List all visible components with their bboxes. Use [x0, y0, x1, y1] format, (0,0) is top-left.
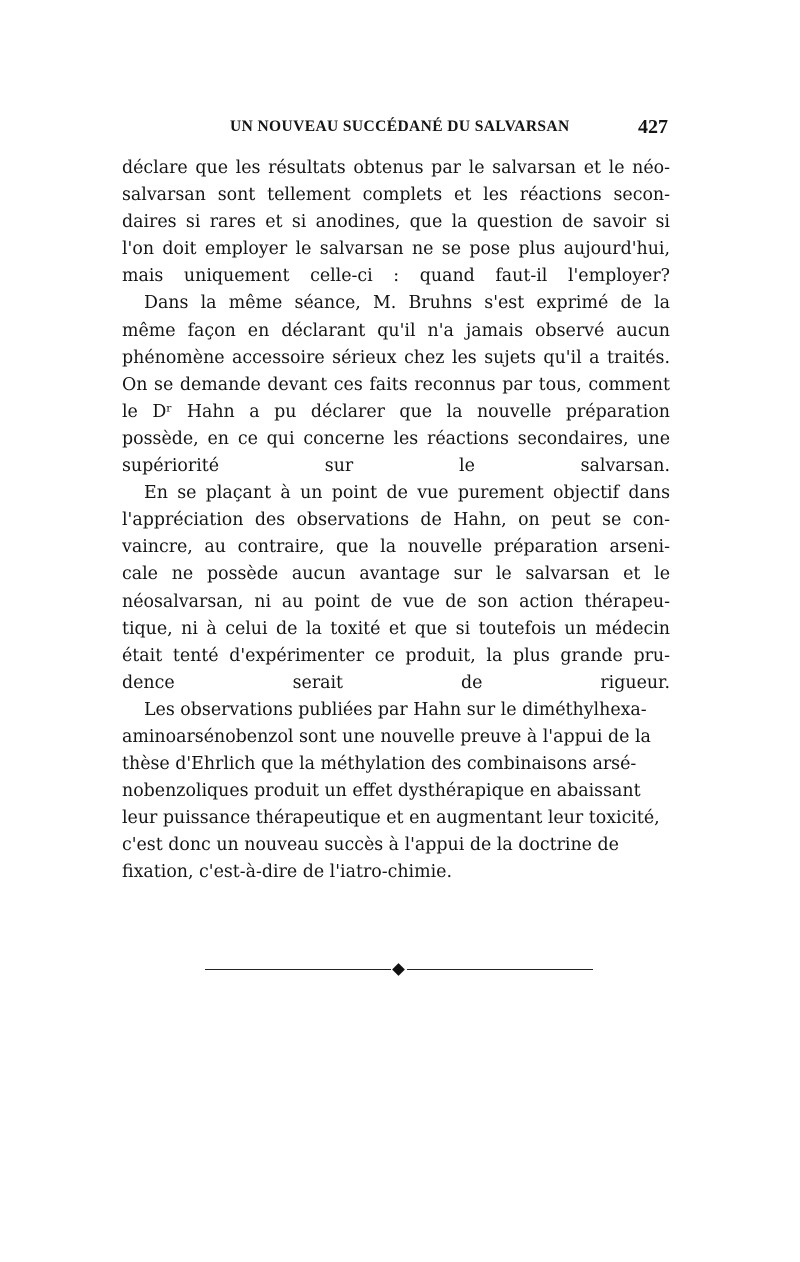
- text-line: c'est donc un nouveau succès à l'appui de la doctrine de: [122, 835, 619, 856]
- page-number: 427: [638, 116, 668, 138]
- text-line: tique, ni à celui de la toxité et que si toutefois un médecin: [122, 618, 670, 639]
- text-line: leur puissance thérapeutique et en augmentant leur toxicité,: [122, 808, 660, 829]
- text-line: vaincre, au contraire, que la nouvelle préparation arseni-: [122, 537, 670, 558]
- text-line: déclare que les résultats obtenus par le salvarsan et le néo-: [122, 158, 670, 178]
- body-text: [122, 155, 670, 887]
- running-head: [122, 116, 670, 142]
- running-title: UN NOUVEAU SUCCÉDANÉ DU SALVARSAN: [230, 118, 570, 135]
- text-line: phénomène accessoire sérieux chez les sujets qu'il a traités.: [122, 347, 670, 368]
- diamond-icon: [392, 963, 405, 976]
- text-line: cale ne possède aucun avantage sur le salvarsan et le: [122, 564, 670, 585]
- text-line: néosalvarsan, ni au point de vue de son action thérapeu-: [122, 591, 670, 612]
- text-line: l'appréciation des observations de Hahn, on peut se con-: [122, 510, 670, 531]
- text-line: possède, en ce qui concerne les réactions secondaires, une: [122, 428, 670, 449]
- paragraph: [122, 155, 670, 290]
- text-line: était tenté d'expérimenter ce produit, la plus grande pru-: [122, 645, 670, 666]
- text-line: le Dʳ Hahn a pu déclarer que la nouvelle préparation: [122, 401, 670, 422]
- text-line: l'on doit employer le salvarsan ne se pose plus aujourd'hui,: [122, 239, 670, 260]
- diamond-rule-icon: [205, 962, 593, 978]
- text-line: On se demande devant ces faits reconnus par tous, comment: [122, 374, 670, 395]
- text-line: même façon en déclarant qu'il n'a jamais observé aucun: [122, 320, 670, 341]
- text-line: nobenzoliques produit un effet dysthérapique en abaissant: [122, 781, 641, 802]
- ornament-rule-left: [205, 969, 391, 970]
- text-line: daires si rares et si anodines, que la question de savoir si: [122, 212, 670, 233]
- text-line: Dans la même séance, M. Bruhns s'est exprimé de la: [144, 293, 670, 314]
- text-line: dence serait de rigueur.: [122, 672, 670, 693]
- text-line: mais uniquement celle-ci : quand faut-il l'employer?: [122, 266, 670, 287]
- text-line: salvarsan sont tellement complets et les réactions secon-: [122, 185, 670, 206]
- text-line: aminoarsénobenzol sont une nouvelle preuve à l'appui de la: [122, 726, 651, 747]
- text-line: Les observations publiées par Hahn sur le diméthylhexa-: [144, 699, 647, 720]
- text-line: fixation, c'est-à-dire de l'iatro-chimie.: [122, 862, 452, 883]
- paragraph: [122, 290, 670, 480]
- paragraph: [122, 697, 670, 887]
- paragraph: [122, 480, 670, 697]
- text-line: thèse d'Ehrlich que la méthylation des combinaisons arsé-: [122, 754, 637, 775]
- ornament-rule-right: [407, 969, 593, 970]
- text-line: supériorité sur le salvarsan.: [122, 456, 670, 477]
- text-line: En se plaçant à un point de vue purement objectif dans: [144, 483, 670, 504]
